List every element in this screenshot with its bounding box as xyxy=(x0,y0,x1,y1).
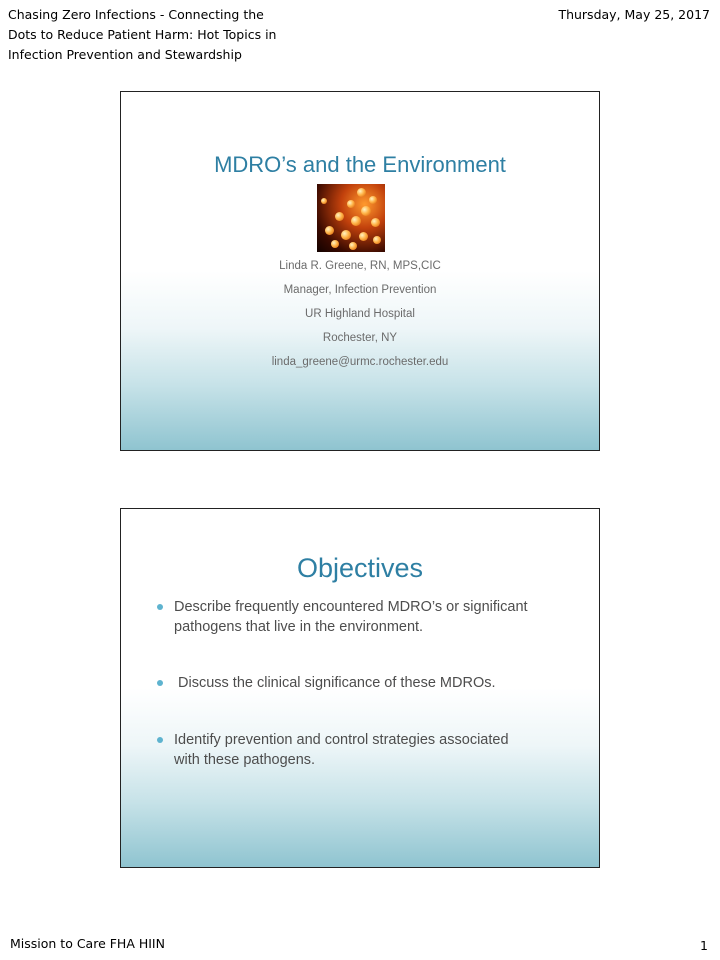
footer-organization: Mission to Care FHA HIIN xyxy=(10,936,165,951)
header-title-line-2: Dots to Reduce Patient Harm: Hot Topics in xyxy=(8,27,277,42)
header-title-line-3: Infection Prevention and Stewardship xyxy=(8,47,242,62)
document-header-title xyxy=(8,5,308,65)
objective-text-line-2: pathogens that live in the environment. xyxy=(174,619,424,635)
list-item xyxy=(157,730,577,770)
header-title-line-1: Chasing Zero Infections - Connecting the xyxy=(8,7,264,22)
bullet-dot-icon xyxy=(157,737,163,743)
header-date: Thursday, May 25, 2017 xyxy=(558,7,710,22)
list-item xyxy=(157,597,577,637)
slide-1-title: MDRO’s and the Environment xyxy=(214,152,506,177)
bacteria-image xyxy=(317,184,385,252)
presenter-name: Linda R. Greene, RN, MPS,CIC xyxy=(279,260,441,272)
bullet-dot-icon xyxy=(157,680,163,686)
bullet-dot-icon xyxy=(157,604,163,610)
objective-text-line-1: Identify prevention and control strategies associated xyxy=(174,732,509,748)
objective-text-line-1: Discuss the clinical significance of these MDROs. xyxy=(178,675,496,691)
presenter-hospital: UR Highland Hospital xyxy=(305,308,415,320)
page-number: 1 xyxy=(700,938,708,953)
presenter-email: linda_greene@urmc.rochester.edu xyxy=(271,356,449,368)
objective-text-line-1: Describe frequently encountered MDRO’s or significant xyxy=(174,599,528,615)
slide-2 xyxy=(120,508,600,868)
slide-2-title: Objectives xyxy=(296,553,424,583)
objectives-list xyxy=(157,597,577,770)
list-item xyxy=(157,673,577,693)
slide-1 xyxy=(120,91,600,451)
presenter-location: Rochester, NY xyxy=(322,332,398,344)
presenter-role: Manager, Infection Prevention xyxy=(283,284,437,296)
objective-text-line-2: with these pathogens. xyxy=(174,752,316,768)
